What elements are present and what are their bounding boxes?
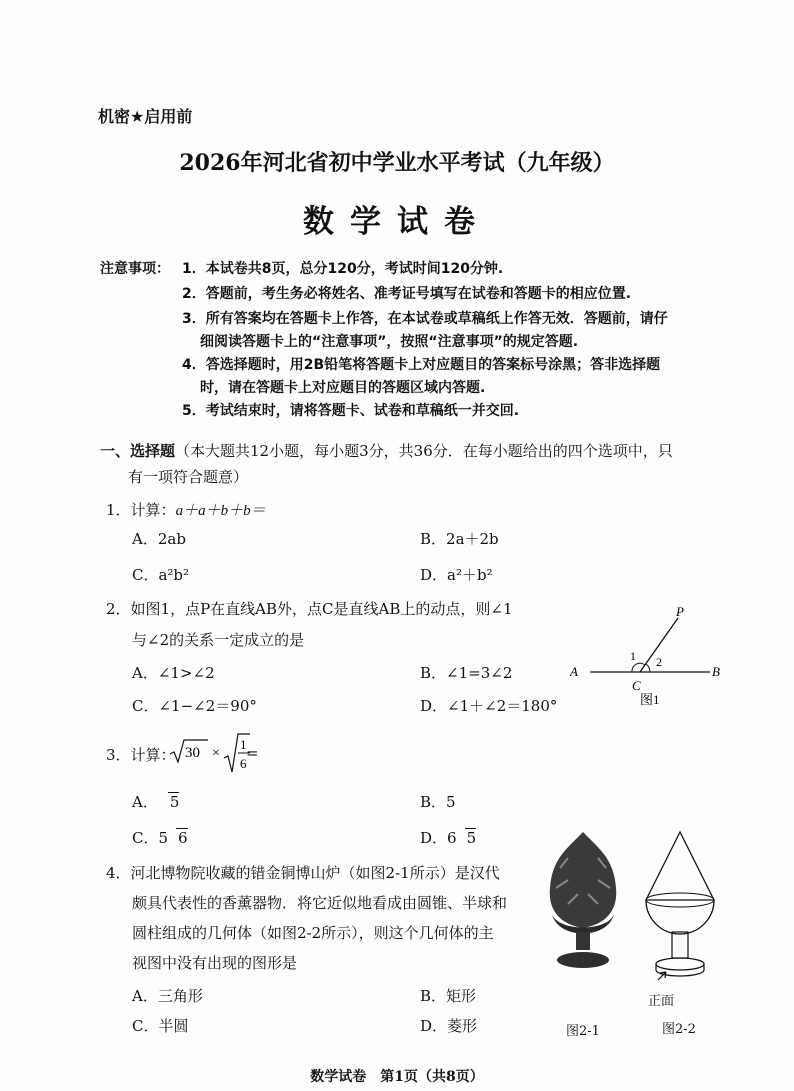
- question-1: [106, 499, 266, 520]
- q1-option-d: D．a²＋b²: [420, 566, 493, 584]
- q3-expression: [168, 732, 258, 776]
- question-4: [106, 862, 500, 883]
- q1-expr: a＋a＋b＋b＝: [175, 503, 266, 519]
- q3-c-radical: 6: [178, 829, 188, 847]
- front-label: 正面: [648, 994, 675, 1009]
- q3-radicand: 30: [185, 745, 200, 761]
- censer-base: [557, 952, 609, 968]
- q1-option-a: A．2ab: [132, 530, 186, 548]
- q3-c-prefix: C．5: [132, 829, 169, 847]
- notice-item-4-cont: 时，请在答题卡上对应题目的答题区域内答题.: [200, 380, 486, 396]
- q3-option-c: [132, 827, 188, 848]
- q4-num: 4．: [106, 864, 131, 882]
- q1-stem: 计算：: [130, 501, 176, 519]
- figure-2-2-caption: 图2-2: [662, 1022, 696, 1037]
- censer-stem: [576, 932, 590, 950]
- q3-option-b: B．5: [420, 793, 456, 811]
- figure-1: [560, 600, 740, 710]
- q3-option-a: [132, 791, 179, 812]
- q2-option-a: A．∠1>∠2: [132, 664, 215, 682]
- q3-d-radical: 5: [466, 829, 477, 847]
- q2-option-b: B．∠1=3∠2: [420, 664, 513, 682]
- page-footer: 数学试卷 第1页（共8页）: [310, 1069, 484, 1085]
- question-3: [106, 744, 176, 765]
- notice-item-3-cont: 细阅读答题卡上的“注意事项”，按照“注意事项”的规定答题.: [200, 334, 579, 350]
- label-a: A: [570, 664, 578, 679]
- q4-option-c: C．半圆: [132, 1017, 189, 1035]
- section-heading: [100, 440, 673, 461]
- q4-line-1: 河北博物院收藏的错金铜博山炉（如图2-1所示）是汉代: [130, 864, 500, 882]
- figure-2-2-model: [640, 828, 720, 1008]
- label-angle-1: 1: [630, 649, 636, 663]
- confidential-mark: 机密★启用前: [98, 107, 193, 126]
- q3-equals: =: [246, 744, 259, 762]
- q1-option-c: C．a²b²: [132, 566, 190, 584]
- q4-line-4: 视图中没有出现的图形是: [132, 954, 298, 972]
- q2-num: 2．: [106, 600, 131, 618]
- cone-outline: [646, 832, 714, 900]
- q2-option-c: C．∠1−∠2＝90°: [132, 697, 257, 715]
- q4-option-a: A．三角形: [132, 987, 203, 1005]
- notice-item-1: 1．本试卷共8页，总分120分，考试时间120分钟.: [182, 261, 504, 277]
- q3-num: 3．: [106, 746, 131, 764]
- q4-line-3: 圆柱组成的几何体（如图2-2所示），则这个几何体的主: [132, 924, 494, 942]
- q3-denominator: 6: [240, 756, 247, 771]
- notice-item-5: 5．考试结束时，请将答题卡、试卷和草稿纸一并交回.: [182, 403, 520, 419]
- label-angle-2: 2: [656, 655, 662, 669]
- notice-item-4: 4．答选择题时，用2B铅笔将答题卡上对应题目的答案标号涂黑；答非选择题: [182, 357, 661, 373]
- q3-numerator: 1: [240, 737, 247, 752]
- censer-lid: [550, 832, 616, 928]
- label-c: C: [632, 678, 641, 693]
- q4-option-d: D．菱形: [420, 1017, 478, 1035]
- q4-line-2: 颇具代表性的香薰器物．将它近似地看成由圆锥、半球和: [132, 894, 508, 912]
- q3-a-prefix: A．: [132, 793, 158, 811]
- subject-title: 数学试卷: [303, 204, 491, 240]
- q3-a-radical: 5: [169, 793, 180, 811]
- exam-title: 2026年河北省初中学业水平考试（九年级）: [179, 150, 615, 176]
- q3-d-prefix: D．6: [420, 829, 457, 847]
- label-b: B: [712, 664, 720, 679]
- notice-item-2: 2．答题前，考生务必将姓名、准考证号填写在试卷和答题卡的相应位置.: [182, 286, 632, 302]
- q1-option-b: B．2a＋2b: [420, 530, 499, 548]
- section-desc-cont: 有一项符合题意）: [128, 468, 249, 486]
- section-desc: （本大题共12小题，每小题3分，共36分．在每小题给出的四个选项中，只: [175, 442, 673, 460]
- angle-arc-2: [646, 664, 650, 672]
- q3-stem: 计算：: [130, 746, 176, 764]
- q2-stem-1: 如图1，点P在直线AB外，点C是直线AB上的动点，则∠1: [130, 600, 513, 618]
- q3-option-d: [420, 827, 476, 848]
- q1-num: 1．: [106, 501, 131, 519]
- cylinder: [672, 932, 688, 958]
- q4-option-b: B．矩形: [420, 987, 477, 1005]
- base-disk: [656, 958, 704, 970]
- figure-2-1-caption: 图2-1: [566, 1024, 600, 1039]
- label-p: P: [676, 604, 684, 619]
- figure-1-caption: 图1: [640, 692, 660, 707]
- q2-option-d: D．∠1＋∠2＝180°: [420, 697, 558, 715]
- section-label: 一、选择题: [100, 442, 176, 460]
- question-2: [106, 598, 513, 619]
- times-sign: ×: [212, 746, 220, 761]
- notice-heading: 注意事项：: [100, 261, 170, 277]
- q2-stem-2: 与∠2的关系一定成立的是: [132, 631, 305, 649]
- figure-2-1-censer: [538, 828, 628, 978]
- notice-item-3: 3．所有答案均在答题卡上作答，在本试卷或草稿纸上作答无效．答题前，请仔: [182, 311, 668, 327]
